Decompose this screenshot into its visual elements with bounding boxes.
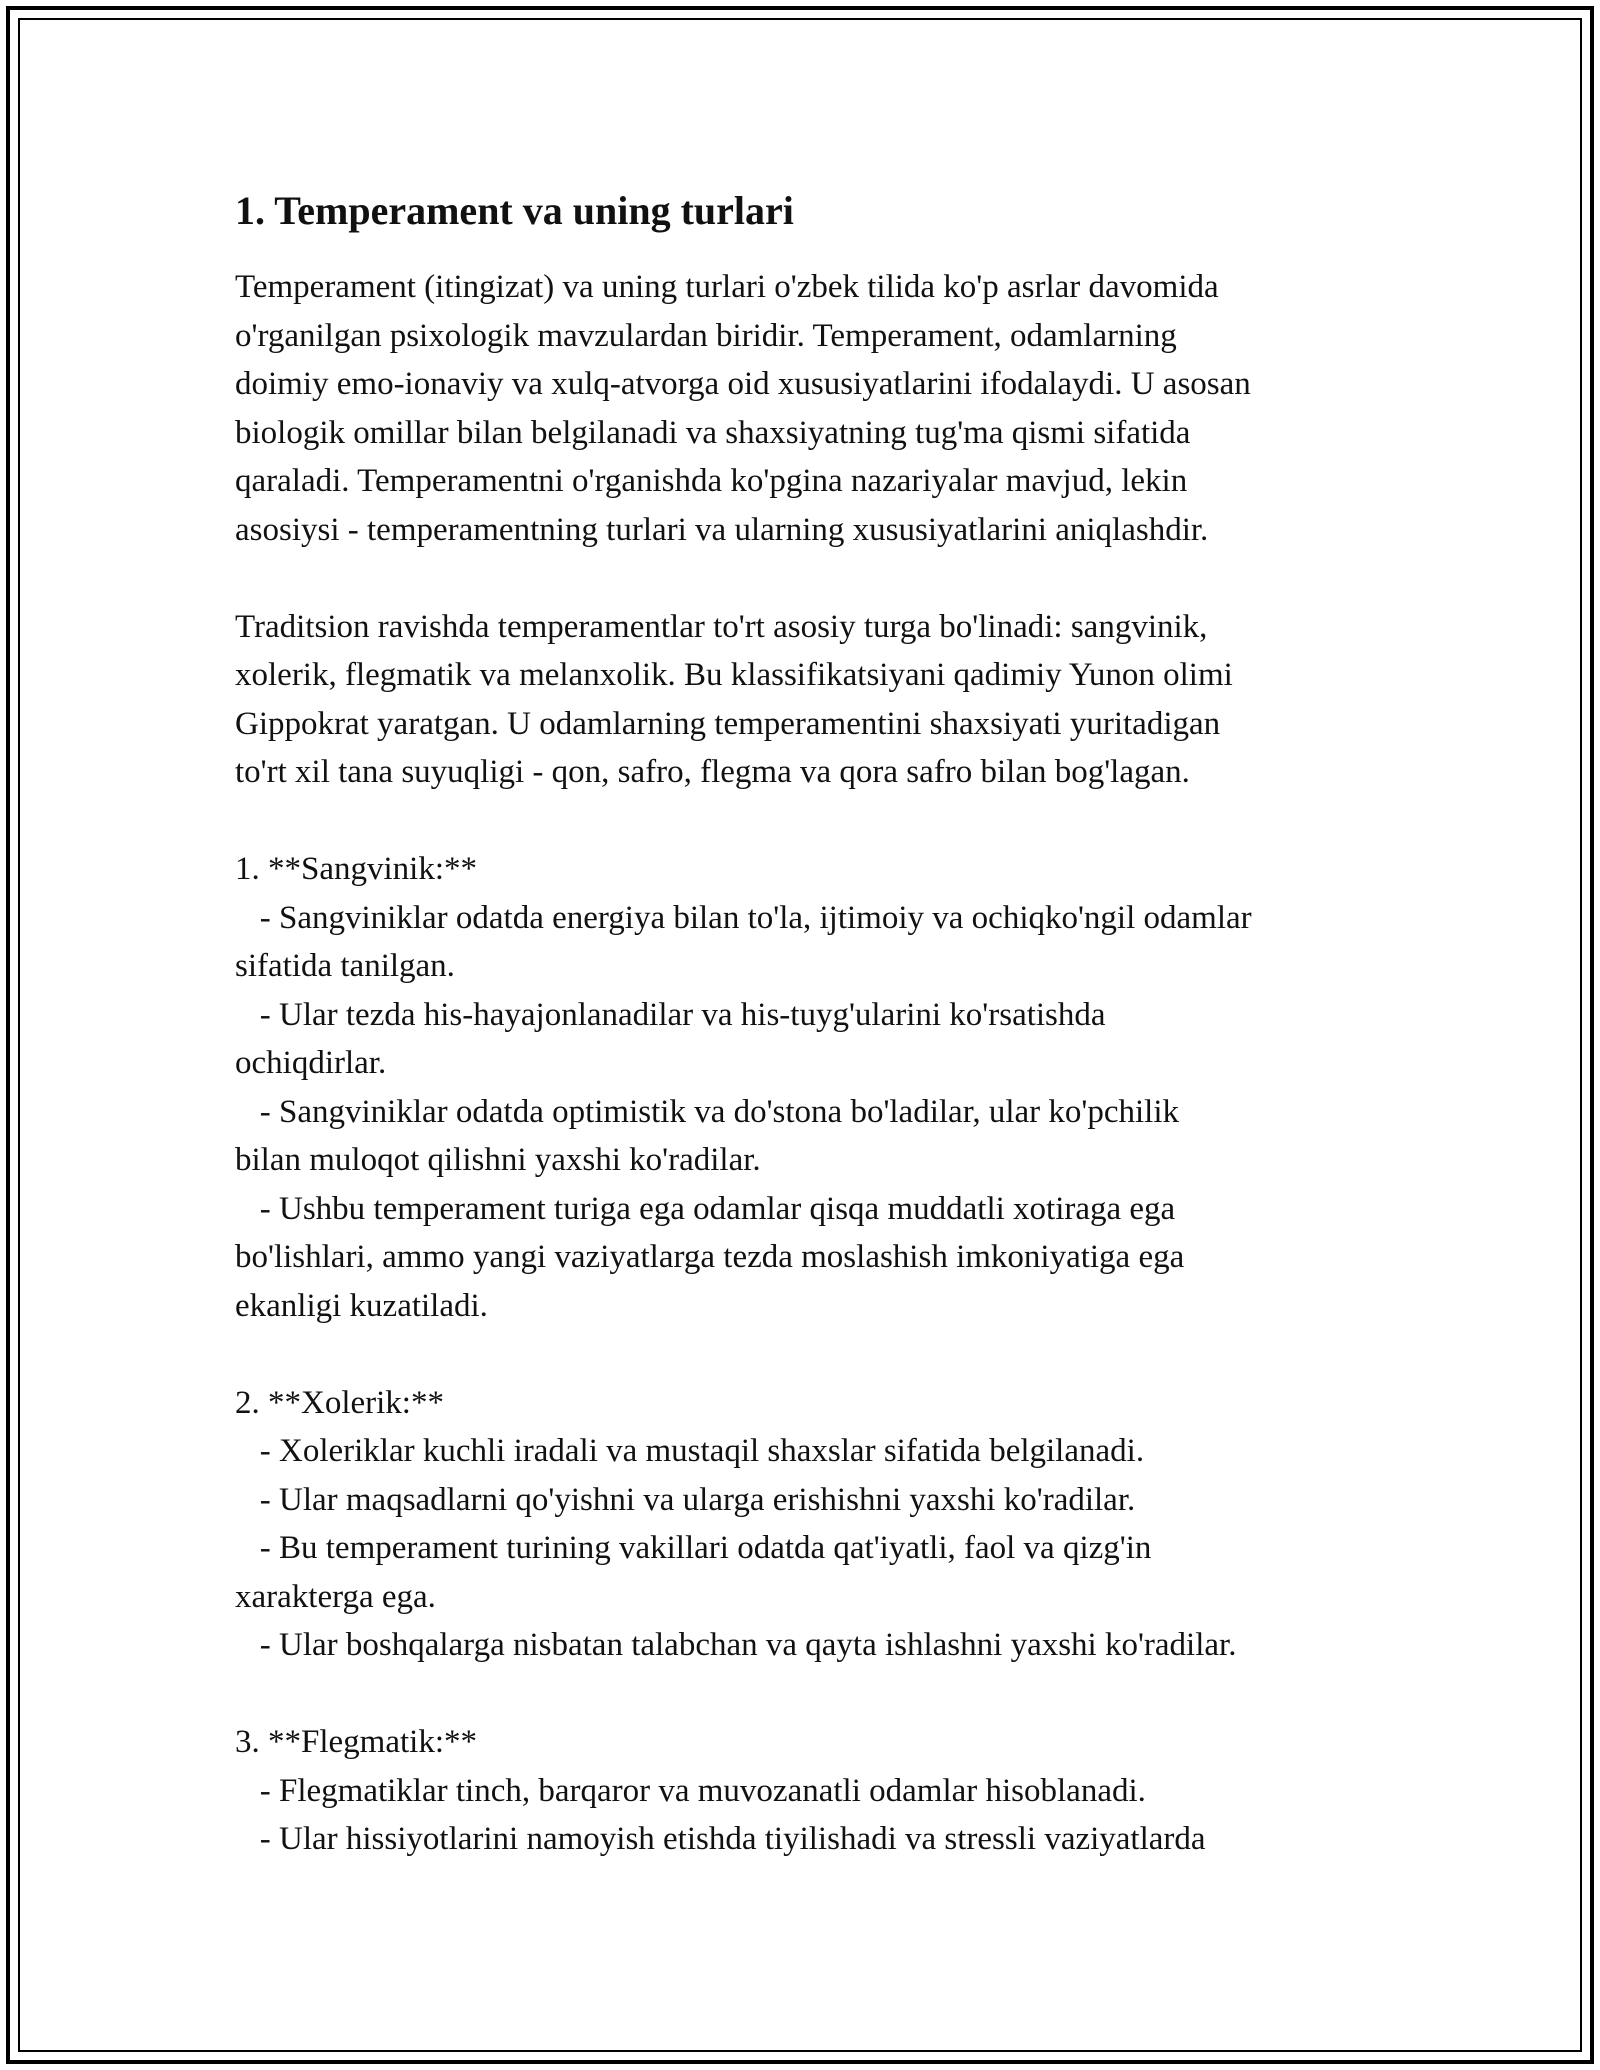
document-title: 1. Temperament va uning turlari [235, 188, 794, 233]
text-line: Temperament (itingizat) va uning turlari o'zbek tilida ko'p asrlar davomida [235, 269, 1219, 305]
text-line: doimiy emo-ionaviy va xulq-atvorga oid xususiyatlarini ifodalaydi. U asosan [235, 366, 1251, 402]
text-line: - Ular hissiyotlarini namoyish etishda tiyilishadi va stressli vaziyatlarda [235, 1821, 1206, 1857]
blank-line [235, 1330, 1385, 1379]
blank-line [235, 797, 1385, 846]
text-line: o'rganilgan psixologik mavzulardan biridir. Temperament, odamlarning [235, 317, 1177, 354]
text-line: xarakterga ega. [235, 1578, 436, 1615]
text-line: Gippokrat yaratgan. U odamlarning temperamentini shaxsiyati yuritadigan [235, 705, 1221, 742]
text-line: ochiqdirlar. [235, 1045, 387, 1081]
text-line: - Sangviniklar odatda optimistik va do'stona bo'ladilar, ular ko'pchilik [235, 1093, 1180, 1130]
text-line: xolerik, flegmatik va melanxolik. Bu klassifikatsiyani qadimiy Yunon olimi [235, 657, 1233, 693]
text-line: - Bu temperament turining vakillari odatda qat'iyatli, faol va qizg'in [235, 1530, 1152, 1566]
text-line: - Ushbu temperament turiga ega odamlar qisqa muddatli xotiraga ega [235, 1190, 1176, 1227]
text-line: - Flegmatiklar tinch, barqaror va muvozanatli odamlar hisoblanadi. [235, 1772, 1146, 1809]
text-line: asosiysi - temperamentning turlari va ularning xususiyatlarini aniqlashdir. [235, 511, 1209, 548]
text-line: bilan muloqot qilishni yaxshi ko'radilar. [235, 1142, 761, 1178]
text-line: - Ular maqsadlarni qo'yishni va ularga erishishni yaxshi ko'radilar. [235, 1481, 1136, 1518]
text-line: - Ular boshqalarga nisbatan talabchan va qayta ishlashni yaxshi ko'radilar. [235, 1627, 1237, 1663]
text-line: - Sangviniklar odatda energiya bilan to'la, ijtimoiy va ochiqko'ngil odamlar [235, 899, 1252, 936]
text-line: - Ular tezda his-hayajonlanadilar va his-tuyg'ularini ko'rsatishda [235, 996, 1106, 1033]
text-line: to'rt xil tana suyuqligi - qon, safro, flegma va qora safro bilan bog'lagan. [235, 754, 1190, 790]
text-line: qaraladi. Temperamentni o'rganishda ko'pgina nazariyalar mavjud, lekin [235, 463, 1188, 499]
blank-line [235, 554, 1385, 603]
text-line: sifatida tanilgan. [235, 948, 455, 984]
text-line: biologik omillar bilan belgilanadi va shaxsiyatning tug'ma qismi sifatida [235, 414, 1191, 451]
text-line: - Xoleriklar kuchli iradali va mustaqil shaxslar sifatida belgilanadi. [235, 1433, 1145, 1469]
text-line: 1. **Sangvinik:** [235, 851, 478, 887]
document-text [235, 263, 1385, 1864]
blank-line [235, 1670, 1385, 1719]
text-line: ekanligi kuzatiladi. [235, 1287, 488, 1324]
text-line: bo'lishlari, ammo yangi vaziyatlarga tezda moslashish imkoniyatiga ega [235, 1239, 1185, 1275]
document-body [235, 185, 1385, 1864]
text-line: 2. **Xolerik:** [235, 1384, 444, 1421]
text-line: Traditsion ravishda temperamentlar to'rt asosiy turga bo'linadi: sangvinik, [235, 608, 1208, 645]
text-line: 3. **Flegmatik:** [235, 1724, 477, 1760]
